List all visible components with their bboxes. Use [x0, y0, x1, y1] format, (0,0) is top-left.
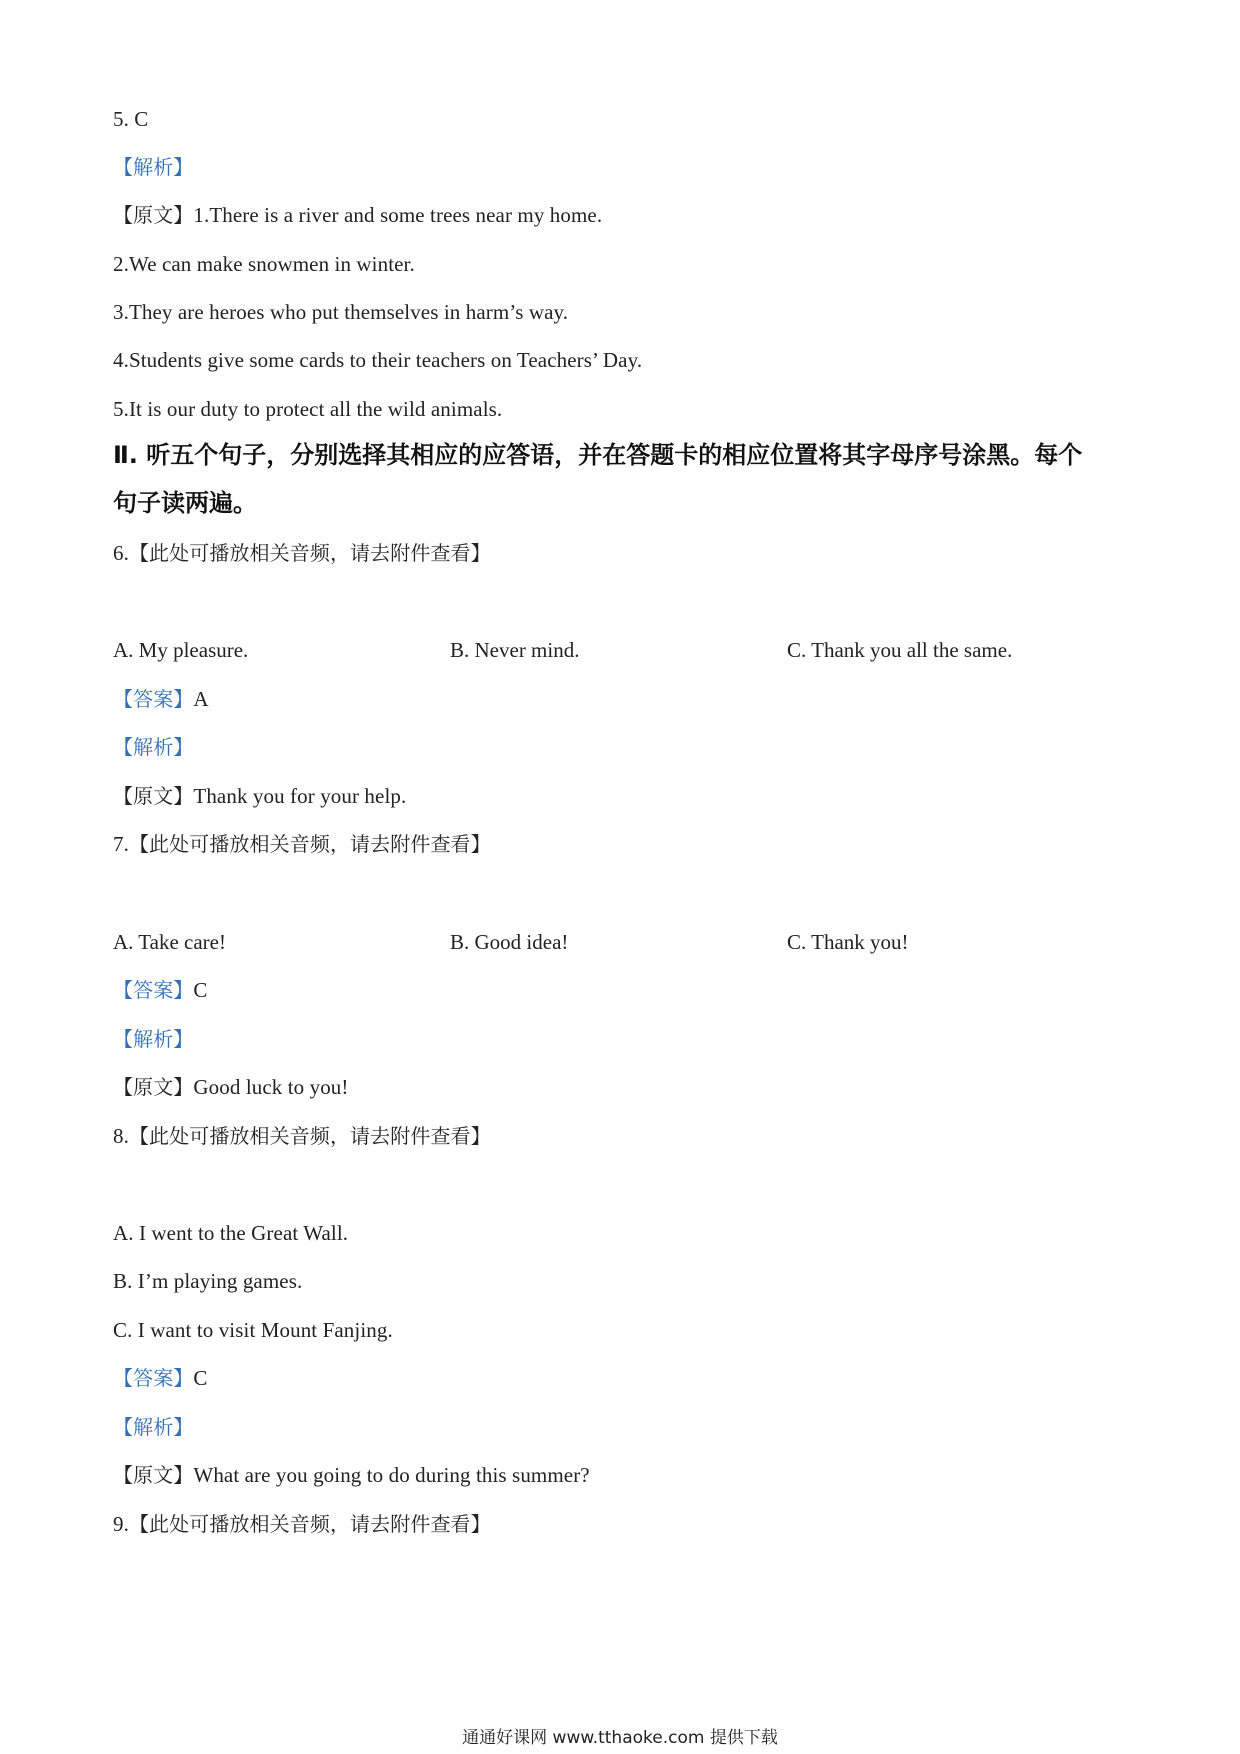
q8-option-b: B. I’m playing games. — [113, 1269, 303, 1293]
section-heading-line-2: 句子读两遍。 — [113, 489, 257, 517]
q6-options — [113, 635, 1133, 665]
q5-analysis-tag: 【解析】 — [113, 155, 194, 179]
original-text: Thank you for your help. — [193, 784, 407, 808]
audio-note: 【此处可播放相关音频，请去附件查看】 — [128, 1124, 491, 1148]
q6-analysis-tag: 【解析】 — [113, 735, 194, 759]
audio-note: 【此处可播放相关音频，请去附件查看】 — [128, 1512, 491, 1536]
q7-answer-value: C — [193, 978, 208, 1002]
transcript-line: 3.They are heroes who put themselves in harm’s way. — [113, 300, 569, 324]
answer-tag: 【答案】 — [113, 1366, 194, 1390]
audio-note: 【此处可播放相关音频，请去附件查看】 — [128, 832, 491, 856]
q5-answer — [113, 104, 148, 134]
q8-analysis-tag: 【解析】 — [113, 1415, 194, 1439]
q8-option-a: A. I went to the Great Wall. — [113, 1221, 349, 1245]
q7-option-b: B. Good idea! — [450, 930, 569, 954]
q6-answer-value: A — [193, 687, 209, 711]
q8-number: 8. — [113, 1124, 129, 1148]
q6-option-c: C. Thank you all the same. — [787, 638, 1013, 662]
answer-tag: 【答案】 — [113, 978, 194, 1002]
q6-option-a: A. My pleasure. — [113, 638, 249, 662]
q9-prompt — [113, 1509, 491, 1539]
answer-tag: 【答案】 — [113, 687, 194, 711]
section-heading — [113, 431, 1133, 527]
original-tag: 【原文】 — [113, 1075, 194, 1099]
q8-answer-value: C — [193, 1366, 208, 1390]
original-tag: 【原文】 — [113, 1463, 194, 1487]
page-footer: 通通好课网 www.tthaoke.com 提供下载 — [462, 1728, 778, 1748]
q9-number: 9. — [113, 1512, 129, 1536]
q5-number: 5. C — [113, 107, 149, 131]
section-heading-line-1: Ⅱ. 听五个句子，分别选择其相应的应答语，并在答题卡的相应位置将其字母序号涂黑。每个 — [113, 441, 1083, 469]
transcript-line: 5.It is our duty to protect all the wild animals. — [113, 397, 503, 421]
q7-option-c: C. Thank you! — [787, 930, 909, 954]
q8-prompt — [113, 1121, 491, 1151]
original-text: What are you going to do during this summer? — [193, 1463, 590, 1487]
original-tag: 【原文】 — [113, 784, 194, 808]
q7-number: 7. — [113, 832, 129, 856]
q7-option-a: A. Take care! — [113, 930, 226, 954]
q7-analysis-tag: 【解析】 — [113, 1027, 194, 1051]
q6-number: 6. — [113, 541, 129, 565]
original-tag: 【原文】 — [113, 203, 194, 227]
transcript-line: 4.Students give some cards to their teachers on Teachers’ Day. — [113, 348, 643, 372]
q8-option-c: C. I want to visit Mount Fanjing. — [113, 1318, 393, 1342]
q7-original — [113, 1072, 349, 1102]
audio-note: 【此处可播放相关音频，请去附件查看】 — [128, 541, 491, 565]
original-text: Good luck to you! — [193, 1075, 349, 1099]
q5-original-line-1 — [113, 200, 602, 230]
q6-original — [113, 781, 406, 811]
q7-options — [113, 927, 1133, 957]
q7-answer — [113, 975, 208, 1005]
q8-answer — [113, 1363, 208, 1393]
q6-option-b: B. Never mind. — [450, 638, 580, 662]
original-text: 1.There is a river and some trees near my home. — [193, 203, 603, 227]
q8-original — [113, 1460, 590, 1490]
q7-prompt — [113, 829, 491, 859]
transcript-line: 2.We can make snowmen in winter. — [113, 252, 415, 276]
q6-answer — [113, 684, 209, 714]
q6-prompt — [113, 538, 491, 568]
